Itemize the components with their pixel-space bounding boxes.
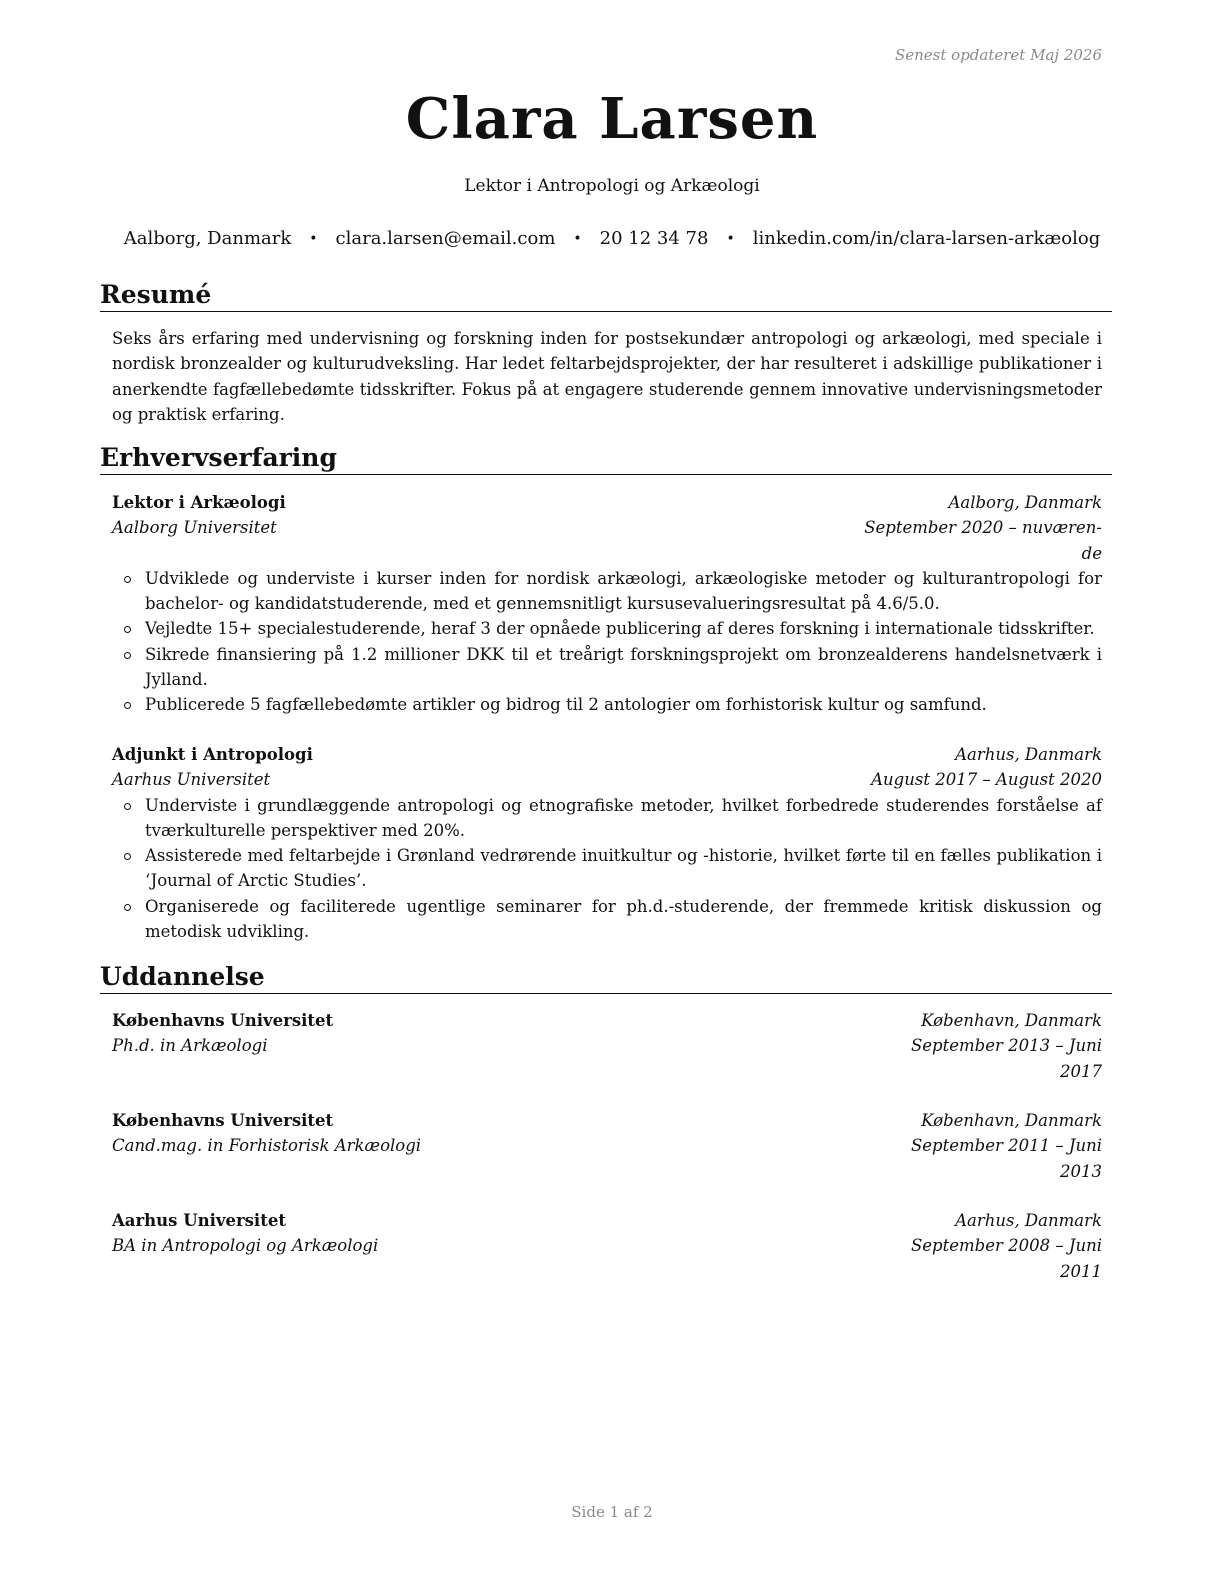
candidate-name: Clara Larsen <box>405 86 819 152</box>
job-bullet: Vejledte 15+ specialestuderende, heraf 3 der opnåede publicering af deres forskning i internationale tidsskrifter. <box>112 616 1102 641</box>
bullet-circle-icon <box>124 576 131 583</box>
job-bullet-list <box>112 566 1102 718</box>
contact-location: Aalborg, Danmark <box>123 228 292 249</box>
job-dates: September 2020 – nuværen-de <box>864 518 1102 563</box>
education-dates: September 2011 – Juni 2013 <box>910 1136 1102 1181</box>
job-bullet: Udviklede og underviste i kurser inden for nordisk arkæologi, arkæologiske metoder og kulturantropologi for bachelor- og kandidatstuderende, med et gennemsnitligt kursusevalueringsresultat på 4.6/5.0. <box>112 566 1102 617</box>
contact-separator: • <box>309 230 318 247</box>
page-number: Side 1 af 2 <box>571 1503 653 1521</box>
education-school: Københavns Universitet <box>112 1111 334 1130</box>
job-bullet: Organiserede og faciliterede ugentlige seminarer for ph.d.-studerende, der fremmede kritisk diskussion og metodisk udvikling. <box>112 894 1102 945</box>
education-school: Københavns Universitet <box>112 1011 334 1030</box>
contact-separator: • <box>726 230 735 247</box>
section-heading-summary: Resumé <box>100 280 1112 312</box>
job-location: Aalborg, Danmark <box>948 493 1102 512</box>
education-degree: Ph.d. in Arkæologi <box>112 1036 268 1056</box>
job-bullet: Underviste i grundlæggende antropologi og etnografiske metoder, hvilket forbedrede studerendes forståelse af tværkulturelle perspektiver med 20%. <box>112 793 1102 844</box>
contact-email-link[interactable]: clara.larsen@email.com <box>335 228 556 249</box>
summary-text: Seks års erfaring med undervisning og forskning inden for postsekundær antropologi og arkæologi, med speciale i nordisk bronzealder og kulturudveksling. Har ledet feltarbejdsprojekter, der har resulteret i adskillige publikationer i anerkendte fagfællebedømte tidsskrifter. Fokus på at engagere studerende gennem innovative undervisningsmetoder og praktisk erfaring. <box>112 329 1102 424</box>
education-dates: September 2013 – Juni 2017 <box>910 1036 1102 1081</box>
job-organization: Aalborg Universitet <box>112 518 277 538</box>
job-location: Aarhus, Danmark <box>955 745 1102 764</box>
job-bullet-list <box>112 793 1102 945</box>
section-heading-education: Uddannelse <box>100 962 1112 994</box>
job-entry <box>112 742 1102 944</box>
job-bullet: Assisterede med feltarbejde i Grønland vedrørende inuitkultur og -historie, hvilket førte til en fælles publikation i ‘Journal of Arctic Studies’. <box>112 843 1102 894</box>
education-dates: September 2008 – Juni 2011 <box>910 1236 1102 1281</box>
job-title: Adjunkt i Antropologi <box>112 745 313 764</box>
education-school: Aarhus Universitet <box>112 1211 286 1230</box>
job-dates: August 2017 – August 2020 <box>871 770 1102 790</box>
bullet-circle-icon <box>124 626 131 633</box>
last-updated-note: Senest opdateret Maj 2026 <box>894 46 1102 64</box>
contact-phone: 20 12 34 78 <box>599 228 709 249</box>
candidate-title: Lektor i Antropologi og Arkæologi <box>464 176 760 196</box>
contact-linkedin-link[interactable]: linkedin.com/in/clara-larsen-arkæolog <box>752 228 1101 249</box>
job-bullet: Sikrede finansiering på 1.2 millioner DKK til et treårigt forskningsprojekt om bronzealderens handelsnetværk i Jylland. <box>112 642 1102 693</box>
education-location: Aarhus, Danmark <box>955 1211 1102 1230</box>
bullet-circle-icon <box>124 853 131 860</box>
education-entry <box>112 1208 1102 1284</box>
section-heading-experience: Erhvervserfaring <box>100 443 1112 475</box>
job-bullet: Publicerede 5 fagfællebedømte artikler og bidrog til 2 antologier om forhistorisk kultur og samfund. <box>112 692 1102 717</box>
bullet-circle-icon <box>124 904 131 911</box>
education-location: København, Danmark <box>921 1111 1102 1130</box>
education-degree: BA in Antropologi og Arkæologi <box>112 1236 379 1256</box>
job-title: Lektor i Arkæologi <box>112 493 286 512</box>
education-location: København, Danmark <box>921 1011 1102 1030</box>
contact-separator: • <box>573 230 582 247</box>
bullet-circle-icon <box>124 702 131 709</box>
education-entry <box>112 1008 1102 1084</box>
education-degree: Cand.mag. in Forhistorisk Arkæologi <box>112 1136 422 1156</box>
job-entry <box>112 490 1102 718</box>
job-organization: Aarhus Universitet <box>112 770 271 790</box>
bullet-circle-icon <box>124 803 131 810</box>
bullet-circle-icon <box>124 652 131 659</box>
education-entry <box>112 1108 1102 1184</box>
contact-bar <box>0 228 1224 249</box>
